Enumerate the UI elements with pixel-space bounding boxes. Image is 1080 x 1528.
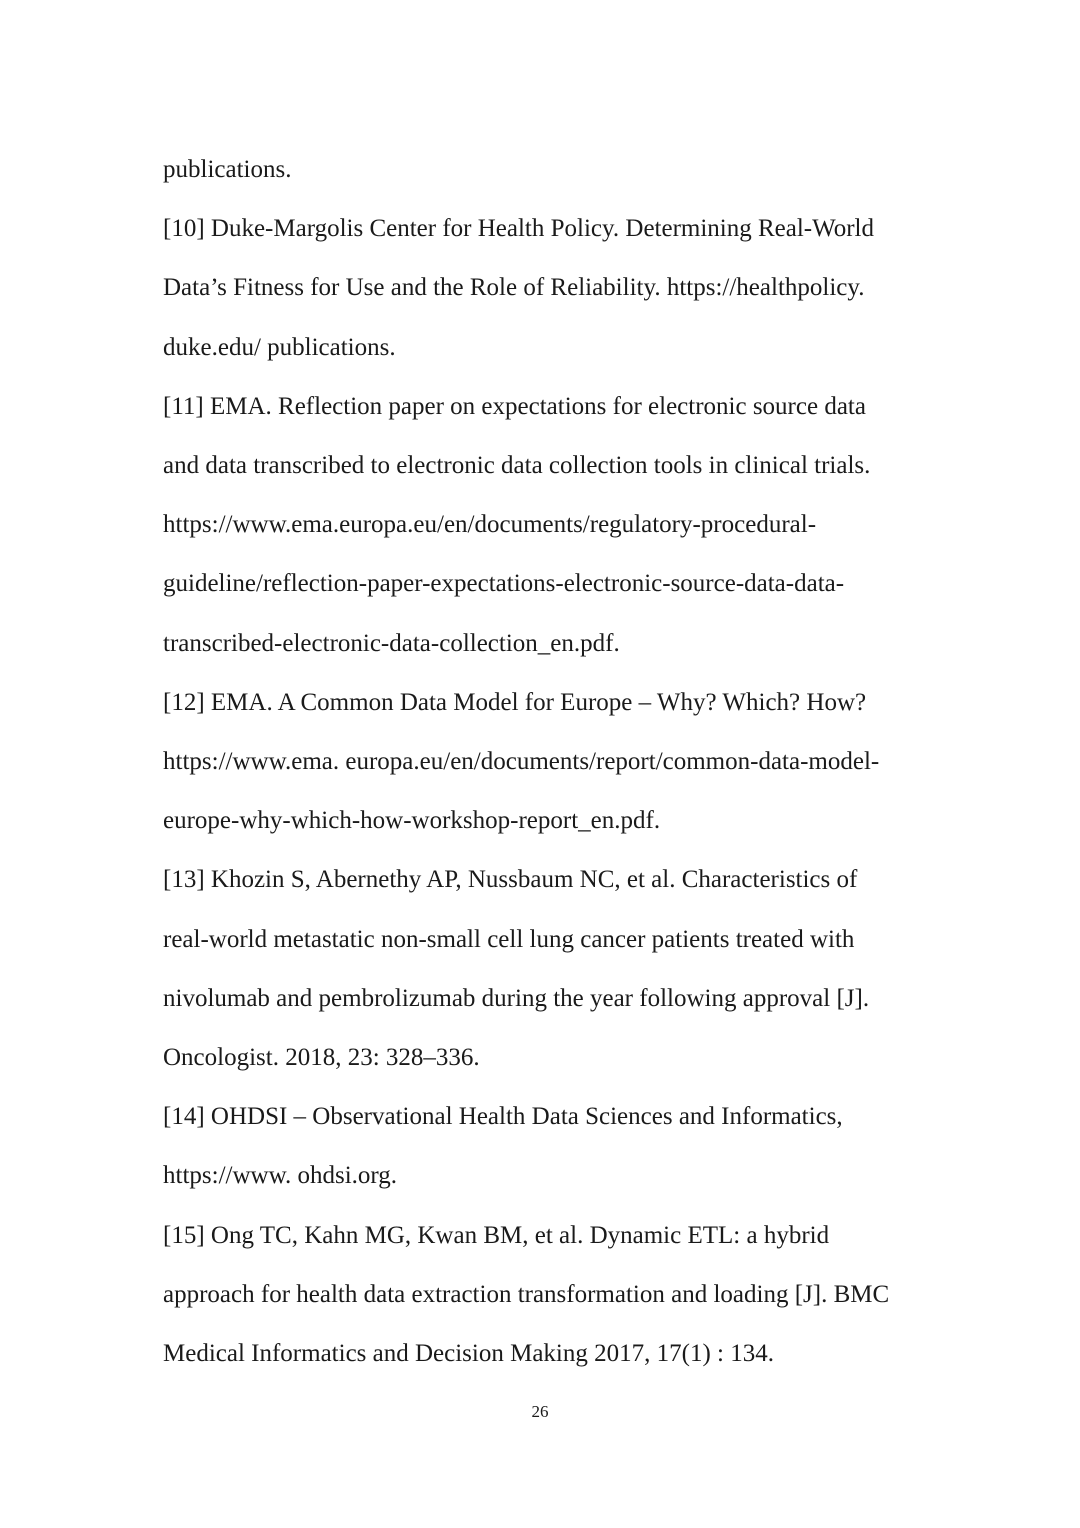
reference-line: transcribed-electronic-data-collection_en.pdf.: [163, 629, 620, 657]
reference-line: guideline/reflection-paper-expectations-electronic-source-data-data-: [163, 570, 845, 598]
reference-line: [11] EMA. Reflection paper on expectations for electronic source data: [163, 392, 866, 420]
page-number: 26: [531, 1402, 549, 1421]
reference-line: Data’s Fitness for Use and the Role of Reliability. https://healthpolicy.: [163, 274, 865, 302]
reference-line: europe-why-which-how-workshop-report_en.pdf.: [163, 807, 661, 835]
reference-line: https://www.ema.europa.eu/en/documents/regulatory-procedural-: [163, 511, 817, 539]
reference-list: [163, 140, 923, 1383]
reference-line: [13] Khozin S, Abernethy AP, Nussbaum NC, et al. Characteristics of: [163, 866, 858, 894]
reference-line: [10] Duke-Margolis Center for Health Policy. Determining Real-World: [163, 215, 874, 243]
reference-line: nivolumab and pembrolizumab during the year following approval [J].: [163, 984, 870, 1012]
reference-line: and data transcribed to electronic data collection tools in clinical trials.: [163, 452, 871, 480]
reference-line: publications.: [163, 156, 292, 183]
reference-line: Medical Informatics and Decision Making 2017, 17(1) : 134.: [163, 1340, 774, 1368]
reference-line: duke.edu/ publications.: [163, 333, 396, 361]
reference-line: https://www. ohdsi.org.: [163, 1162, 398, 1190]
reference-line: [14] OHDSI – Observational Health Data Sciences and Informatics,: [163, 1103, 843, 1131]
reference-line: approach for health data extraction transformation and loading [J]. BMC: [163, 1280, 890, 1308]
reference-line: https://www.ema. europa.eu/en/documents/report/common-data-model-: [163, 748, 880, 776]
reference-line: real-world metastatic non-small cell lung cancer patients treated with: [163, 925, 855, 953]
reference-line: [12] EMA. A Common Data Model for Europe – Why? Which? How?: [163, 688, 867, 716]
reference-line: [15] Ong TC, Kahn MG, Kwan BM, et al. Dynamic ETL: a hybrid: [163, 1221, 830, 1249]
reference-line: Oncologist. 2018, 23: 328–336.: [163, 1044, 480, 1072]
